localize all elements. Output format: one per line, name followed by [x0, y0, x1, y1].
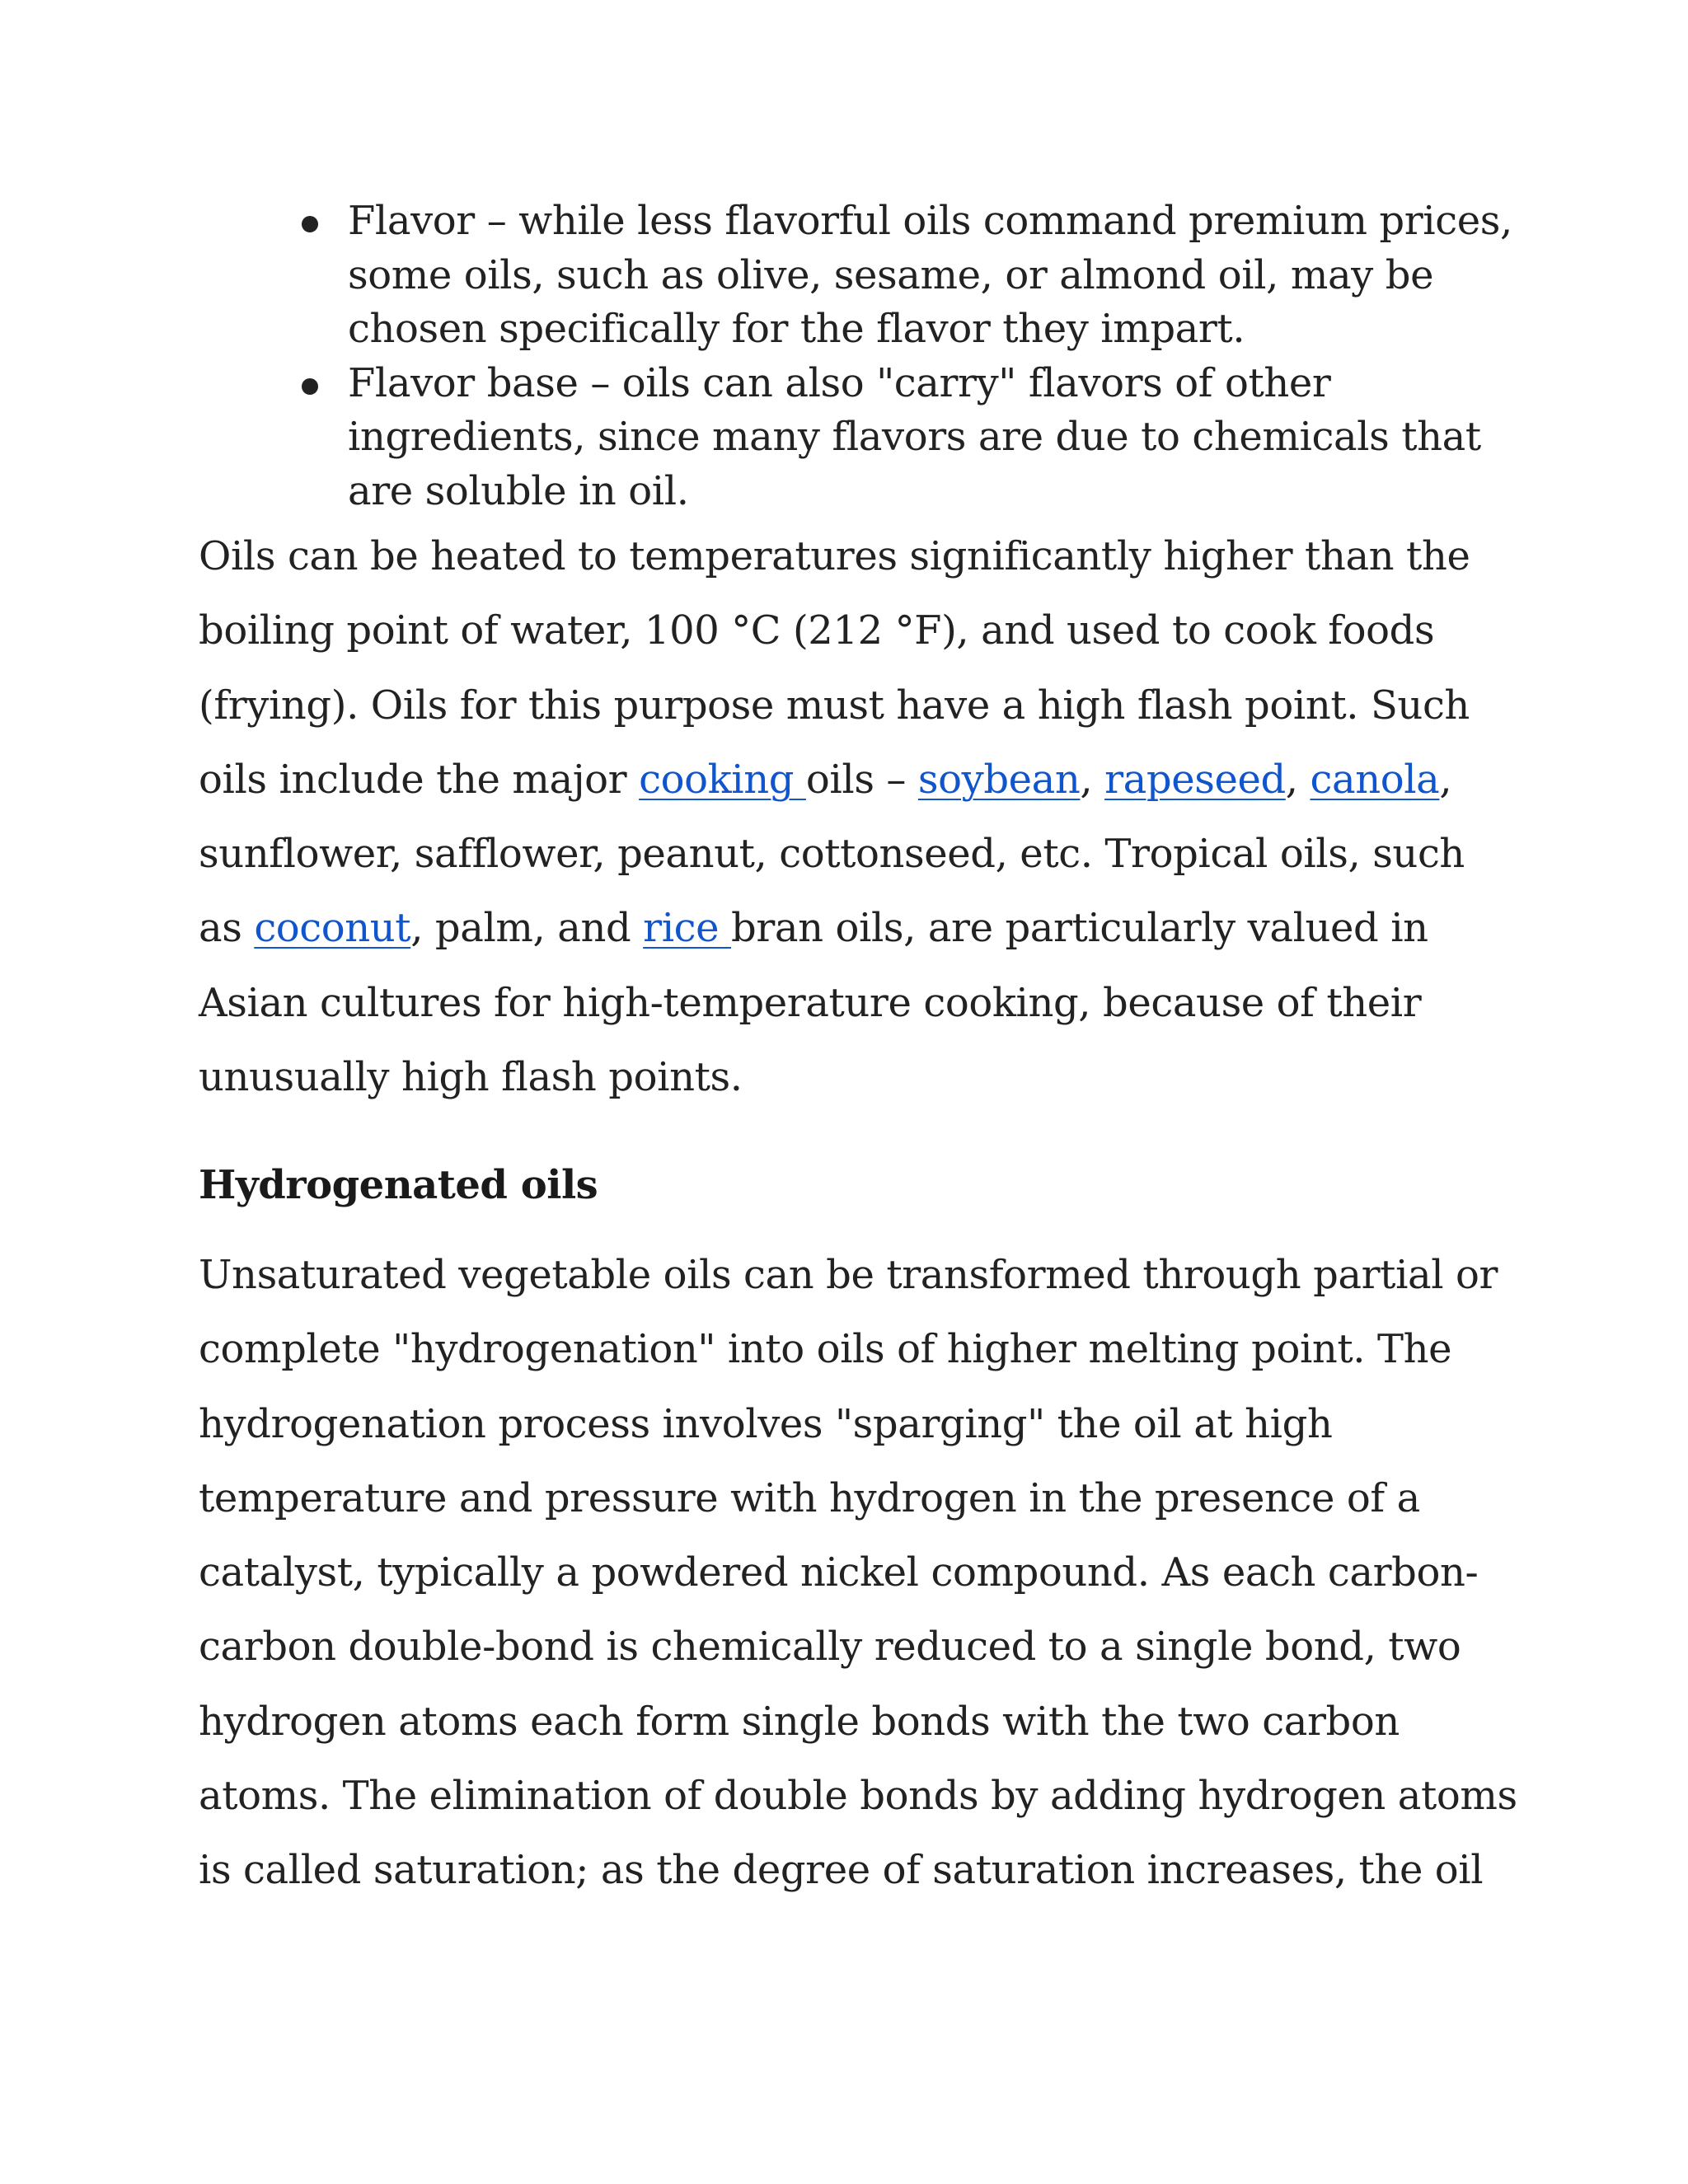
link-rapeseed[interactable]: rapeseed: [1104, 756, 1286, 803]
paragraph-text: , sunflower, safflower, peanut, cottonseed, etc. Tropical oils, such as: [199, 756, 1465, 952]
bullet-dot-icon: [302, 216, 318, 232]
link-soybean[interactable]: soybean: [917, 756, 1081, 803]
link-cooking[interactable]: cooking: [639, 756, 806, 803]
bullet-item-text: Flavor – while less flavorful oils command premium prices, some oils, such as olive, sesame, or almond oil, may be chosen specifically for the flavor they impart.: [348, 198, 1512, 352]
bullet-dot-icon: [302, 378, 318, 395]
paragraph-hydrogenation: Unsaturated vegetable oils can be transformed through partial or complete "hydrogenation" into oils of higher melting point. The hydrogenation process involves "sparging" the oil at high temperature and pressure with hydrogen in the presence of a catalyst, typically a powdered nickel compound. As each carbon-carbon double-bond is chemically reduced to a single bond, two hydrogen atoms each form single bonds with the two carbon atoms. The elimination of double bonds by adding hydrogen atoms is called saturation; as the degree of saturation increases, the oil: [199, 1252, 1517, 1894]
link-rice[interactable]: rice: [643, 905, 732, 952]
paragraph-text: ,: [1080, 756, 1105, 803]
paragraph-cooking-oils: [199, 519, 1517, 1114]
paragraph-text: bran oils, are particularly valued in Asian cultures for high-temperature cooking, because of their unusually high flash points.: [199, 905, 1428, 1101]
bullet-item: [302, 194, 1513, 357]
paragraph-text: , palm, and: [410, 905, 644, 952]
section-heading: Hydrogenated oils: [199, 1162, 598, 1208]
bullet-item-text: Flavor base – oils can also "carry" flavors of other ingredients, since many flavors are due to chemicals that are soluble in oil.: [348, 359, 1481, 514]
link-coconut[interactable]: coconut: [254, 905, 411, 952]
bullet-item: [302, 357, 1513, 519]
link-canola[interactable]: canola: [1310, 756, 1440, 803]
bullet-list: [302, 194, 1513, 518]
paragraph-text: oils –: [805, 756, 918, 803]
paragraph-text: Oils can be heated to temperatures significantly higher than the boiling point of water, 100 °C (212 °F), and used to cook foods (frying). Oils for this purpose must have a high flash point. Such oils include the major: [199, 533, 1470, 803]
paragraph-text: ,: [1285, 756, 1311, 803]
